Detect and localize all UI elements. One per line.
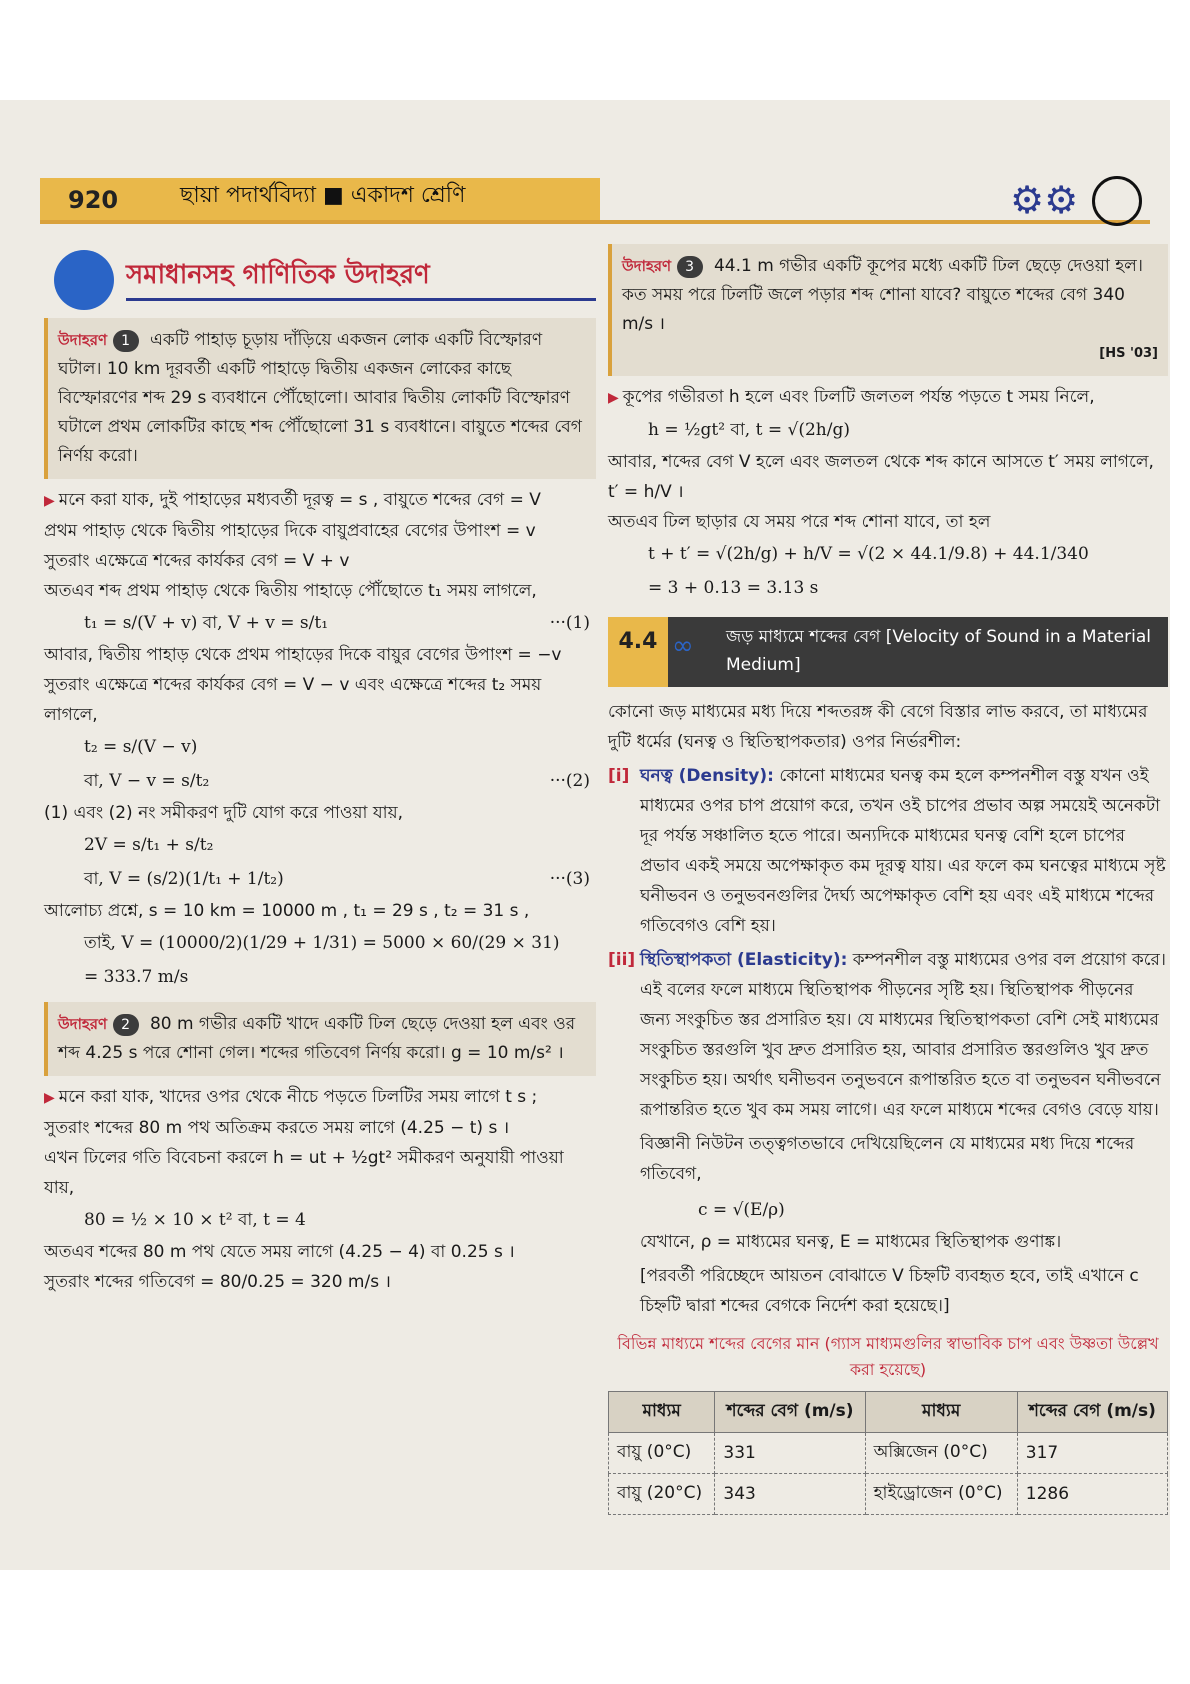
solution-line: অতএব শব্দ প্রথম পাহাড় থেকে দ্বিতীয় পাহাড়ে পৌঁছোতে t₁ সময় লাগলে, [44, 581, 537, 601]
infinity-logo-icon: ∞ [672, 631, 694, 661]
table-row [609, 1433, 1168, 1474]
point-elasticity [608, 945, 1168, 1125]
solution-line [44, 485, 596, 516]
equation-5: = 333.7 m/s [84, 967, 189, 987]
solution-line: প্রথম পাহাড় থেকে দ্বিতীয় পাহাড়ের দিকে বায়ুপ্রবাহের বেগের উপাংশ = v [44, 521, 536, 541]
example-tag: উদাহরণ [622, 257, 672, 275]
molecule-icon [54, 250, 114, 310]
equation-4: তাই, V = (10000/2)(1/29 + 1/31) = 5000 × 60/(29 × 31) [84, 933, 560, 953]
point-term: ঘনত্ব (Density): [640, 766, 774, 786]
table-cell: হাইড্রোজেন (0°C) [865, 1474, 1017, 1515]
equation-2a: t₂ = s/(V − v) [84, 737, 198, 757]
solution-line: সুতরাং এক্ষেত্রে শব্দের কার্যকর বেগ = V − v এবং এক্ষেত্রে শব্দের t₂ সময় লাগলে, [44, 675, 542, 725]
solution-text: মনে করা যাক, খাদের ওপর থেকে নীচে পড়তে ঢিলটির সময় লাগে t s ; [58, 1087, 538, 1107]
table-header-row [609, 1392, 1168, 1433]
sound-speed-table [608, 1391, 1168, 1515]
table-cell: 1286 [1017, 1474, 1167, 1515]
solution-line: সুতরাং শব্দের 80 m পথ অতিক্রম করতে সময় লাগে (4.25 − t) s । [44, 1118, 510, 1138]
table-caption: বিভিন্ন মাধ্যমে শব্দের বেগের মান (গ্যাস মাধ্যমগুলির স্বাভাবিক চাপ এবং উষ্ণতা উল্লেখ করা হয়েছে) [617, 1334, 1159, 1379]
triangle-marker-icon: ▶ [44, 493, 55, 509]
where-paragraph: যেখানে, ρ = মাধ্যমের ঘনত্ব, E = মাধ্যমের স্থিতিস্থাপক গুণাঙ্ক। [640, 1232, 1062, 1252]
solution-line: আবার, শব্দের বেগ V হলে এবং জলতল থেকে শব্দ কানে আসতে t′ সময় লাগলে, t′ = h/V । [608, 452, 1154, 502]
example-3 [608, 244, 1168, 376]
solution-text: কূপের গভীরতা h হলে এবং ঢিলটি জলতল পর্যন্ত পড়তে t সময় নিলে, [622, 387, 1095, 407]
solution-text: মনে করা যাক, দুই পাহাড়ের মধ্যবর্তী দূরত্ব = s , বায়ুতে শব্দের বেগ = V [58, 490, 541, 510]
table-header: মাধ্যম [865, 1392, 1017, 1433]
point-label: [i] [608, 766, 630, 786]
example-number: 2 [113, 1014, 139, 1036]
equation-text: বা, V − v = s/t₂ [84, 771, 210, 791]
equation-text: t₁ = s/(V + v) বা, V + v = s/t₁ [84, 613, 329, 633]
table-header: মাধ্যম [609, 1392, 715, 1433]
example-text: 80 m গভীর একটি খাদে একটি ঢিল ছেড়ে দেওয়া হল এবং ওর শব্দ 4.25 s পরে শোনা গেল। শব্দের গতিবেগ নির্ণয় করো। g = 10 m/s² । [58, 1014, 576, 1063]
solution-line: সুতরাং শব্দের গতিবেগ = 80/0.25 = 320 m/s । [44, 1272, 391, 1292]
table-cell: 317 [1017, 1433, 1167, 1474]
solution-line: সুতরাং এক্ষেত্রে শব্দের কার্যকর বেগ = V + v [44, 551, 350, 571]
equation-9: = 3 + 0.13 = 3.13 s [648, 578, 819, 598]
topic-title: জড় মাধ্যমে শব্দের বেগ [Velocity of Sound in a Material Medium] [726, 627, 1151, 675]
equation-number: ···(1) [549, 613, 590, 633]
left-column [44, 244, 596, 1297]
topic-number: 4.4 [608, 617, 668, 687]
point-term: স্থিতিস্থাপকতা (Elasticity): [640, 950, 848, 970]
equation-6: 80 = ½ × 10 × t² বা, t = 4 [84, 1210, 306, 1230]
solution-line: এখন ঢিলের গতি বিবেচনা করলে h = ut + ½gt² সমীকরণ অনুযায়ী পাওয়া যায়, [44, 1148, 564, 1198]
triangle-marker-icon: ▶ [44, 1090, 55, 1106]
example-2 [44, 1002, 596, 1076]
table-header: শব্দের বেগ (m/s) [715, 1392, 865, 1433]
table-cell: অক্সিজেন (0°C) [865, 1433, 1017, 1474]
equation-1 [44, 606, 596, 640]
solution-line: অতএব শব্দের 80 m পথ যেতে সময় লাগে (4.25 − 4) বা 0.25 s । [44, 1242, 515, 1262]
example-number: 3 [677, 256, 703, 278]
section-underline [126, 298, 596, 301]
point-text: কম্পনশীল বস্তু মাধ্যমের ওপর বল প্রয়োগ করে। এই বলের ফলে মাধ্যমে স্থিতিস্থাপক পীড়নের সৃষ্টি হয়। স্থিতিস্থাপক পীড়নের জন্য সংকুচিত স্তর প্রসারিত হয়। যে মাধ্যমের স্থিতিস্থাপকতা বেশি সেই মাধ্যমের সংকুচিত স্তরগুলি খুব দ্রুত প্রসারিত হয়, আবার প্রসারিত স্তরগুলিও খুব দ্রুত সংকুচিত হয়। অর্থাৎ ঘনীভবন তনুভবনে রূপান্তরিত হতে বা তনুভবন ঘনীভবনে রূপান্তরিত হতে খুব কম সময় লাগে। এর ফলে মাধ্যমে শব্দের বেগও বেড়ে যায়। [640, 950, 1166, 1120]
example-tag: উদাহরণ [58, 1015, 108, 1033]
equation-8: t + t′ = √(2h/g) + h/V = √(2 × 44.1/9.8) + 44.1/340 [648, 544, 1089, 564]
table-row [609, 1474, 1168, 1515]
equation-3b [44, 862, 596, 896]
table-cell: বায়ু (20°C) [609, 1474, 715, 1515]
equation-3a: 2V = s/t₁ + s/t₂ [84, 835, 214, 855]
book-title: ছায়া পদার্থবিদ্যা ■ একাদশ শ্রেণি [180, 183, 466, 208]
example-number: 1 [113, 330, 139, 352]
example-tag: উদাহরণ [58, 331, 108, 349]
page-number: 920 [68, 186, 119, 214]
table-cell: বায়ু (0°C) [609, 1433, 715, 1474]
section-title: সমাধানসহ গাণিতিক উদাহরণ [126, 260, 430, 290]
solution-line [608, 382, 1168, 413]
table-header: শব্দের বেগ (m/s) [1017, 1392, 1167, 1433]
point-density [608, 761, 1168, 941]
exam-source: [HS '03] [1099, 346, 1158, 361]
equation-newton: c = √(E/ρ) [698, 1200, 785, 1220]
example-text: একটি পাহাড় চূড়ায় দাঁড়িয়ে একজন লোক একটি বিস্ফোরণ ঘটাল। 10 km দূরবর্তী একটি পাহাড়ে দ্বিতীয় একজন লোকের কাছে বিস্ফোরণের শব্দ 29 s ব্যবধানে পৌঁছোলো। আবার দ্বিতীয় লোকটি বিস্ফোরণ ঘটালে প্রথম লোকটির কাছে শব্দ পৌঁছোলো 31 s ব্যবধানে। বায়ুতে শব্দের বেগ নির্ণয় করো। [58, 330, 582, 466]
head-logo-icon [1092, 176, 1142, 226]
solution-line: আবার, দ্বিতীয় পাহাড় থেকে প্রথম পাহাড়ের দিকে বায়ুর বেগের উপাংশ = −v [44, 645, 562, 665]
example-text: 44.1 m গভীর একটি কূপের মধ্যে একটি ঢিল ছেড়ে দেওয়া হল। কত সময় পরে ঢিলটি জলে পড়ার শব্দ শোনা যাবে? বায়ুতে শব্দের বেগ 340 m/s । [622, 256, 1143, 334]
section-heading [44, 244, 596, 318]
example-1 [44, 318, 596, 479]
equation-number: ···(3) [549, 869, 590, 889]
point-text: কোনো মাধ্যমের ঘনত্ব কম হলে কম্পনশীল বস্তু যখন ওই মাধ্যমের ওপর চাপ প্রয়োগ করে, তখন ওই চাপের প্রভাব অল্প সময়েই অনেকটা দূর পর্যন্ত সঞ্চালিত হতে পারে। অন্যদিকে মাধ্যমের ঘনত্ব বেশি হলে চাপের প্রভাব একই সময়ে অপেক্ষাকৃত কম দূরত্ব যায়। এর ফলে কম ঘনত্বের মাধ্যমে সৃষ্ট ঘনীভবন ও তনুভবনগুলির দৈর্ঘ্য অপেক্ষাকৃত বেশি হয় এবং এই মাধ্যমে শব্দের গতিবেগও বেশি হয়। [640, 766, 1166, 936]
equation-number: ···(2) [549, 771, 590, 791]
note-paragraph: [পরবর্তী পরিচ্ছেদে আয়তন বোঝাতে V চিহ্নটি ব্যবহৃত হবে, তাই এখানে c চিহ্নটি দ্বারা শব্দের বেগকে নির্দেশ করা হয়েছে।] [640, 1266, 1139, 1316]
topic-heading [608, 617, 1168, 687]
table-cell: 343 [715, 1474, 865, 1515]
equation-7: h = ½gt² বা, t = √(2h/g) [648, 420, 850, 440]
table-cell: 331 [715, 1433, 865, 1474]
solution-line: আলোচ্য প্রশ্নে, s = 10 km = 10000 m , t₁ = 29 s , t₂ = 31 s , [44, 901, 530, 921]
point-label: [ii] [608, 950, 636, 970]
solution-line [44, 1082, 596, 1113]
triangle-marker-icon: ▶ [608, 390, 619, 406]
intro-paragraph: কোনো জড় মাধ্যমের মধ্য দিয়ে শব্দতরঙ্গ কী বেগে বিস্তার লাভ করবে, তা মাধ্যমের দুটি ধর্মের (ঘনত্ব ও স্থিতিস্থাপকতার) ওপর নির্ভরশীল: [608, 702, 1148, 752]
gear-icon: ⚙⚙ [1010, 178, 1079, 222]
solution-line: অতএব ঢিল ছাড়ার যে সময় পরে শব্দ শোনা যাবে, তা হল [608, 512, 991, 532]
equation-text: বা, V = (s/2)(1/t₁ + 1/t₂) [84, 869, 284, 889]
right-column [608, 244, 1168, 1515]
newton-paragraph: বিজ্ঞানী নিউটন তত্ত্বগতভাবে দেখিয়েছিলেন যে মাধ্যমের মধ্য দিয়ে শব্দের গতিবেগ, [640, 1134, 1135, 1184]
header-rule [40, 220, 1150, 224]
solution-line: (1) এবং (2) নং সমীকরণ দুটি যোগ করে পাওয়া যায়, [44, 803, 403, 823]
equation-2b [44, 764, 596, 798]
